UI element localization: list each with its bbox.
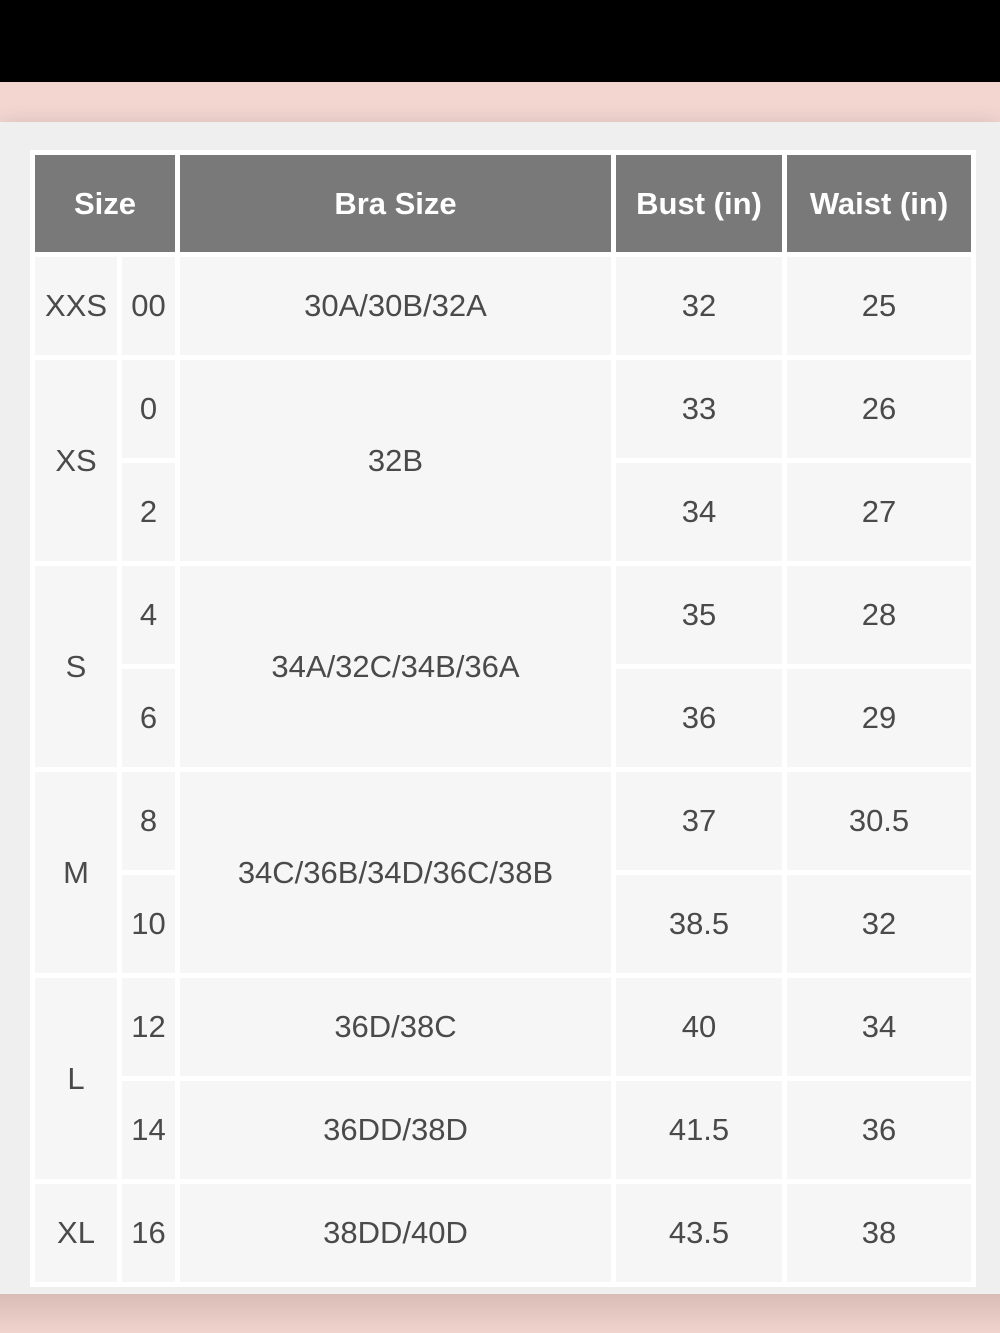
size-number-cell: 4: [122, 566, 175, 664]
waist-cell: 30.5: [787, 772, 971, 870]
size-letter-cell: XL: [35, 1184, 117, 1282]
bottom-shadow: [0, 1294, 1000, 1333]
table-row: [35, 1081, 971, 1179]
table-row: [35, 257, 971, 355]
waist-cell: 34: [787, 978, 971, 1076]
table-row: [35, 566, 971, 664]
size-number-cell: 00: [122, 257, 175, 355]
table-row: [35, 360, 971, 458]
bra-size-cell: 32B: [180, 360, 611, 561]
header-waist: Waist (in): [787, 155, 971, 252]
bra-size-cell: 34A/32C/34B/36A: [180, 566, 611, 767]
size-letter-cell: L: [35, 978, 117, 1179]
bust-cell: 40: [616, 978, 782, 1076]
table-row: [35, 978, 971, 1076]
waist-cell: 29: [787, 669, 971, 767]
size-number-cell: 16: [122, 1184, 175, 1282]
bust-cell: 34: [616, 463, 782, 561]
size-chart-table: [30, 150, 976, 1287]
size-number-cell: 10: [122, 875, 175, 973]
bra-size-cell: 38DD/40D: [180, 1184, 611, 1282]
bra-size-cell: 34C/36B/34D/36C/38B: [180, 772, 611, 973]
header-bra-size: Bra Size: [180, 155, 611, 252]
size-letter-cell: M: [35, 772, 117, 973]
bust-cell: 33: [616, 360, 782, 458]
size-letter-cell: XXS: [35, 257, 117, 355]
size-number-cell: 8: [122, 772, 175, 870]
waist-cell: 38: [787, 1184, 971, 1282]
top-black-bar: [0, 0, 1000, 82]
header-size: Size: [35, 155, 175, 252]
bra-size-cell: 36D/38C: [180, 978, 611, 1076]
bust-cell: 35: [616, 566, 782, 664]
size-number-cell: 12: [122, 978, 175, 1076]
bust-cell: 32: [616, 257, 782, 355]
header-bust: Bust (in): [616, 155, 782, 252]
bra-size-cell: 36DD/38D: [180, 1081, 611, 1179]
waist-cell: 36: [787, 1081, 971, 1179]
table-row: [35, 772, 971, 870]
waist-cell: 32: [787, 875, 971, 973]
size-letter-cell: S: [35, 566, 117, 767]
size-letter-cell: XS: [35, 360, 117, 561]
bust-cell: 41.5: [616, 1081, 782, 1179]
waist-cell: 28: [787, 566, 971, 664]
waist-cell: 27: [787, 463, 971, 561]
bust-cell: 37: [616, 772, 782, 870]
bra-size-cell: 30A/30B/32A: [180, 257, 611, 355]
waist-cell: 25: [787, 257, 971, 355]
bust-cell: 43.5: [616, 1184, 782, 1282]
header-row: [35, 155, 971, 252]
size-number-cell: 2: [122, 463, 175, 561]
size-number-cell: 0: [122, 360, 175, 458]
waist-cell: 26: [787, 360, 971, 458]
bust-cell: 36: [616, 669, 782, 767]
size-number-cell: 6: [122, 669, 175, 767]
bust-cell: 38.5: [616, 875, 782, 973]
size-number-cell: 14: [122, 1081, 175, 1179]
table-row: [35, 1184, 971, 1282]
